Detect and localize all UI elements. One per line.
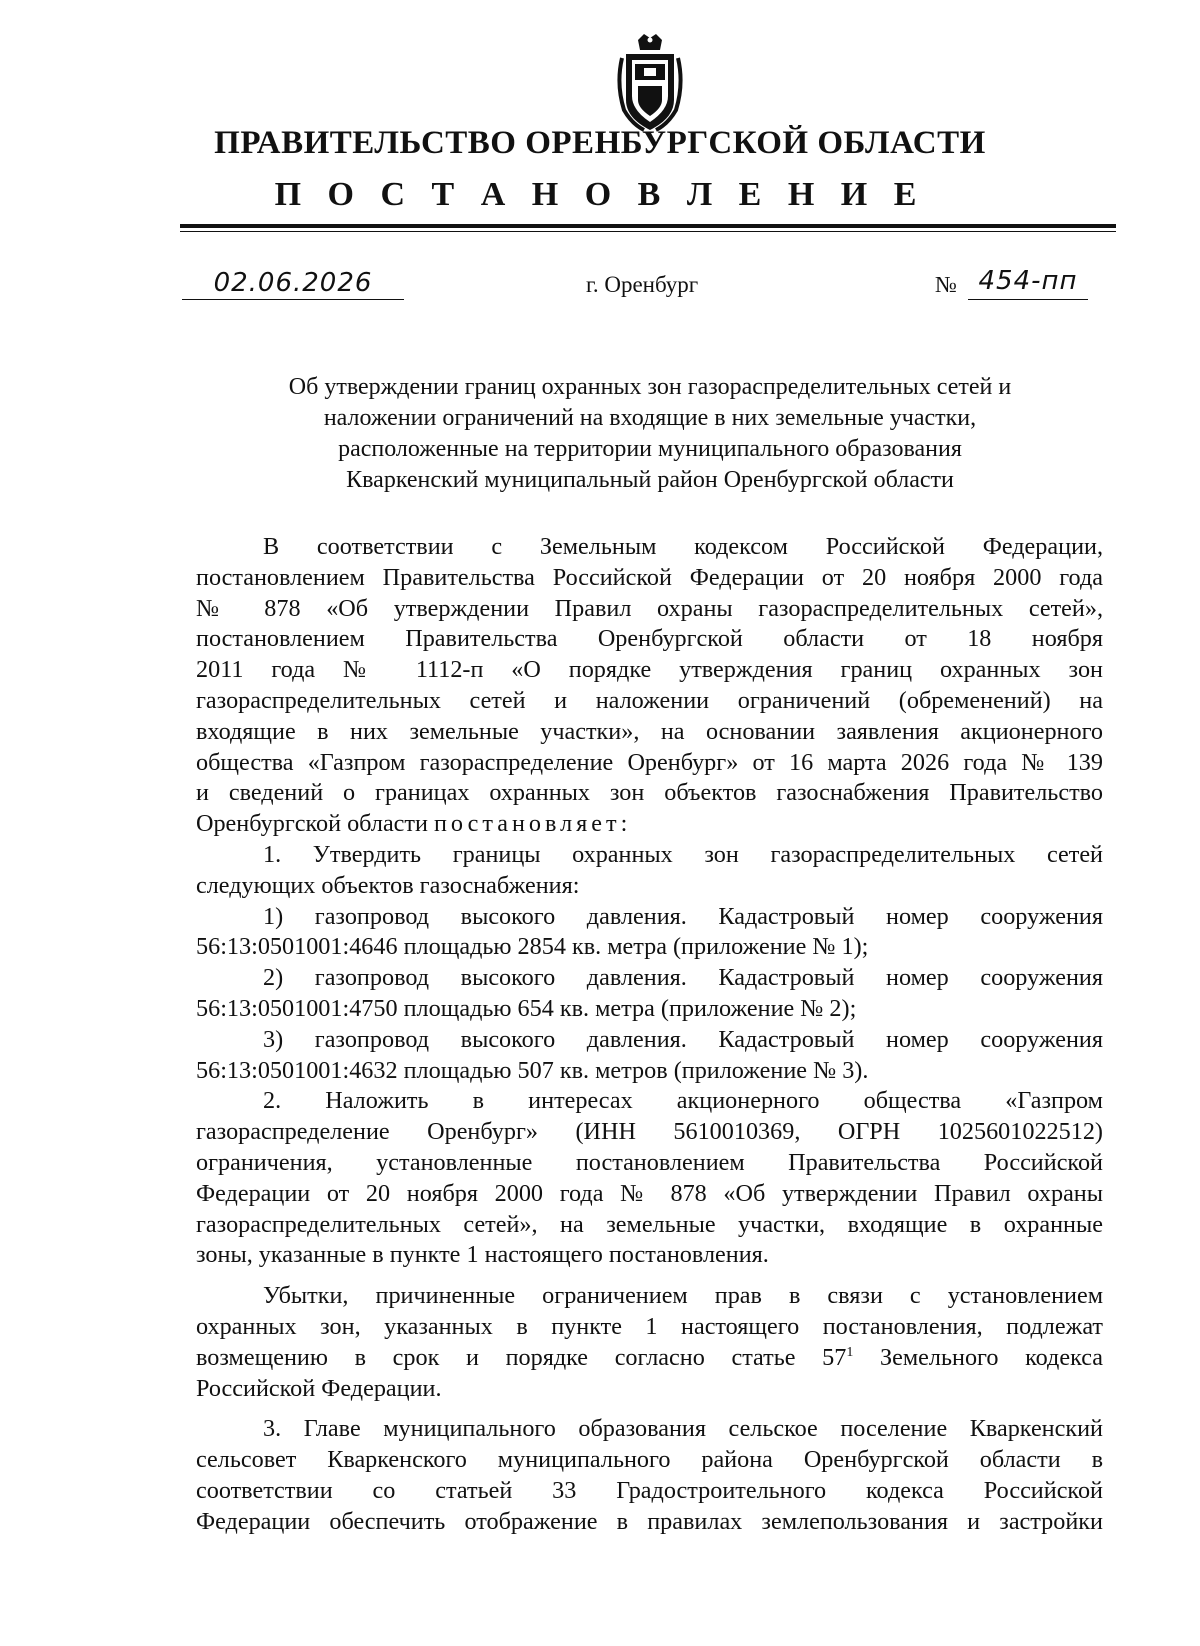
body-line: ограничения, установленные постановлением Правительства Российской	[196, 1148, 1103, 1176]
body-text: Земельного кодекса	[853, 1343, 1103, 1371]
body-line: газораспределительных сетей», на земельные участки, входящие в охранные	[196, 1210, 1103, 1238]
body-line: В соответствии с Земельным кодексом Российской Федерации,	[263, 533, 1103, 560]
body-line: Убытки, причиненные ограничением прав в связи с установлением	[263, 1282, 1103, 1310]
body-line: 56:13:0501001:4632 площадью 507 кв. метров (приложение № 3).	[196, 1056, 869, 1084]
government-title: ПРАВИТЕЛЬСТВО ОРЕНБУРГСКОЙ ОБЛАСТИ	[214, 125, 986, 161]
subject-line: наложении ограничений на входящие в них земельные участки,	[323, 405, 977, 431]
superscript: 1	[846, 1344, 854, 1360]
body-line	[196, 1343, 1103, 1374]
number-underline	[968, 299, 1088, 300]
decree-word: постановляет:	[433, 810, 632, 838]
date-underline	[182, 299, 404, 300]
body-line: 3) газопровод высокого давления. Кадастровый номер сооружения	[263, 1025, 1103, 1053]
body-line: 56:13:0501001:4750 площадью 654 кв. метра (приложение № 2);	[196, 994, 857, 1022]
subject-line: расположенные на территории муниципального образования	[338, 436, 962, 462]
subject-line: Кваркенский муниципальный район Оренбургской области	[346, 467, 954, 493]
body-line: общества «Газпром газораспределение Оренбург» от 16 марта 2026 года № 139	[196, 748, 1103, 776]
body-line: 1) газопровод высокого давления. Кадастровый номер сооружения	[263, 902, 1103, 930]
body-line: соответствии со статьей 33 Градостроительного кодекса Российской	[196, 1476, 1103, 1504]
body-line: Федерации от 20 ноября 2000 года № 878 «Об утверждении Правил охраны	[196, 1179, 1103, 1207]
header-rule-thin	[180, 231, 1116, 232]
body-line: 2011 года № 1112-п «О порядке утверждения границ охранных зон	[196, 656, 1103, 684]
body-line: 1. Утвердить границы охранных зон газораспределительных сетей	[263, 840, 1103, 868]
document-subject	[200, 372, 1100, 496]
body-line: газораспределение Оренбург» (ИНН 5610010369, ОГРН 1025601022512)	[196, 1118, 1103, 1146]
document-number: 454-пп	[978, 266, 1078, 296]
body-line: 2) газопровод высокого давления. Кадастровый номер сооружения	[263, 964, 1103, 992]
header-rule-thick	[180, 224, 1116, 228]
coat-of-arms-icon	[614, 34, 686, 134]
document-date: 02.06.2026	[213, 268, 373, 298]
body-line: постановлением Правительства Российской Федерации от 20 ноября 2000 года	[196, 563, 1103, 591]
body-text: Оренбургской области	[196, 810, 428, 838]
subject-line: Об утверждении границ охранных зон газораспределительных сетей и	[288, 374, 1012, 400]
body-line: входящие в них земельные участки», на основании заявления акционерного	[196, 717, 1103, 745]
body-text: возмещению в срок и порядке согласно статье 57	[196, 1343, 847, 1371]
body-line: № 878 «Об утверждении Правил охраны газораспределительных сетей»,	[196, 594, 1103, 622]
body-line: и сведений о границах охранных зон объектов газоснабжения Правительство	[196, 779, 1103, 807]
body-line: следующих объектов газоснабжения:	[196, 871, 580, 899]
body-line: зоны, указанные в пункте 1 настоящего постановления.	[196, 1241, 769, 1269]
document-type: П О С Т А Н О В Л Е Н И Е	[274, 176, 926, 213]
body-line: охранных зон, указанных в пункте 1 настоящего постановления, подлежат	[196, 1312, 1103, 1340]
body-line: Федерации обеспечить отображение в правилах землепользования и застройки	[196, 1507, 1103, 1535]
document-body	[196, 532, 1103, 1538]
body-line: сельсовет Кваркенского муниципального района Оренбургской области в	[196, 1446, 1103, 1474]
document-city: г. Оренбург	[586, 272, 699, 297]
body-line: 3. Главе муниципального образования сельское поселение Кваркенский	[263, 1415, 1103, 1443]
body-line: 2. Наложить в интересах акционерного общества «Газпром	[263, 1087, 1103, 1115]
body-line: 56:13:0501001:4646 площадью 2854 кв. метра (приложение № 1);	[196, 933, 869, 961]
body-line: Российской Федерации.	[196, 1374, 442, 1402]
body-line	[196, 809, 1103, 840]
body-line: газораспределительных сетей и наложении ограничений (обременений) на	[196, 686, 1103, 714]
number-sign: №	[935, 272, 957, 297]
body-line: постановлением Правительства Оренбургской области от 18 ноября	[196, 625, 1103, 653]
